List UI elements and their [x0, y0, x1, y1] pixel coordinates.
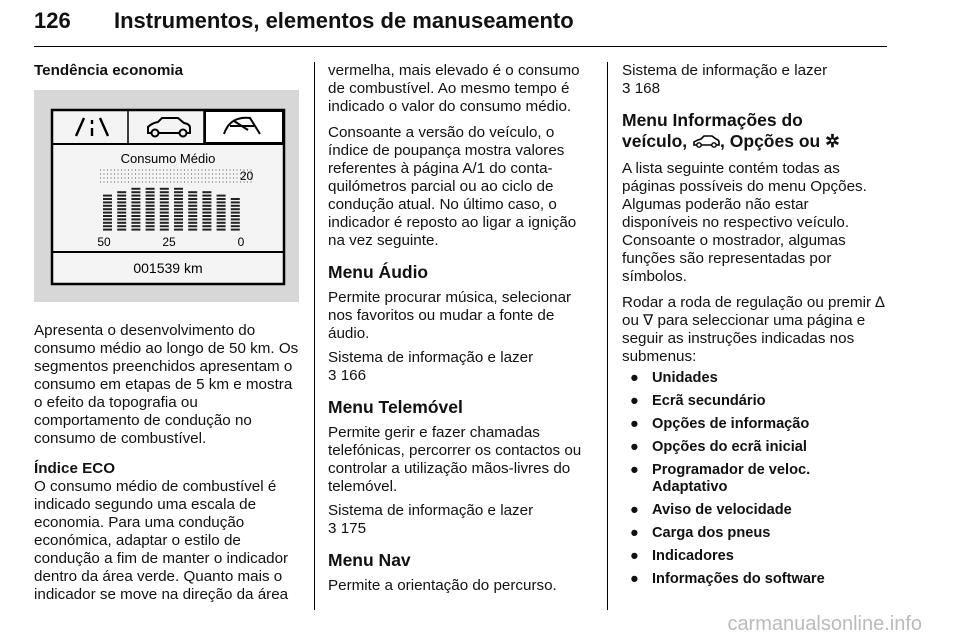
options-list: [622, 370, 887, 588]
cross-reference-text: Sistema de informação e lazer: [328, 502, 534, 519]
consumption-bar: [103, 195, 112, 231]
paragraph: Apresenta o desenvolvimento do consumo médio ao longo de 50 km. Os segmentos preenchidos apresentam o consumo em etapas de 5 km e mostra o efeito da topografia ou comportamento de condução no consumo de combustível.: [34, 322, 299, 447]
column-1: [34, 62, 299, 604]
page-title: Instrumentos, elementos de manuseamento: [114, 8, 574, 33]
axis-label-0: 0: [237, 235, 245, 249]
page-reference-icon: 3: [328, 520, 337, 537]
section-heading-audio-menu: Menu Áudio: [328, 262, 429, 282]
column-divider: [314, 62, 315, 610]
axis-top-label: 20: [240, 169, 254, 183]
odometer-value: 001539 km: [133, 260, 203, 276]
cross-reference-text: Sistema de informação e lazer: [328, 349, 534, 366]
list-item: ● Aviso de velocidade: [630, 502, 792, 518]
list-item: ● Unidades: [630, 370, 718, 386]
list-item: ● Opções do ecrã inicial: [630, 439, 807, 455]
watermark: carmanualsonline.info: [727, 613, 922, 635]
bullet-icon: ●: [630, 571, 639, 587]
column-2: [328, 62, 593, 595]
paragraph: Permite a orientação do percurso.: [328, 577, 557, 594]
cross-reference-text: Sistema de informação e lazer: [622, 62, 828, 79]
paragraph: Permite procurar música, selecionar nos favoritos ou mudar a fonte de áudio.: [328, 289, 572, 342]
section-heading-eco-trend: Tendência economia: [34, 62, 184, 79]
column-3: [622, 62, 887, 594]
page-reference-number: 175: [340, 520, 367, 537]
eco-trend-figure: [34, 90, 299, 302]
section-heading-phone-menu: Menu Telemóvel: [328, 397, 463, 417]
cross-reference[interactable]: [328, 367, 593, 385]
paragraph: Permite gerir e fazer chamadas telefónicas, percorrer os contactos ou controlar a utilização mãos-livres do telemóvel.: [328, 424, 582, 495]
list-item: ● Indicadores: [630, 548, 734, 564]
figure-title: Consumo Médio: [120, 151, 216, 166]
page-number: 126: [34, 8, 71, 33]
axis-label-50: 50: [97, 235, 111, 249]
list-item: ● Opções de informação: [630, 416, 810, 432]
section-heading-nav-menu: Menu Nav: [328, 550, 411, 570]
bullet-icon: ●: [630, 439, 639, 455]
consumption-bar: [217, 195, 226, 231]
bullet-icon: ●: [630, 416, 639, 432]
list-item: ● Programador de veloc. Adaptativo: [630, 462, 811, 495]
list-item: ● Ecrã secundário: [630, 393, 766, 409]
cross-reference[interactable]: [328, 520, 593, 538]
section-heading-eco-index: Índice ECO: [34, 460, 116, 477]
paragraph: O consumo médio de combustível é indicado segundo uma escala de economia. Para uma condução económica, adaptar o estilo de condução a fim de manter o indicador dentro da área verde. Quanto mais o indicador se move na direção da área: [34, 478, 289, 603]
section-heading-vehicle-info-menu: Menu Informações do veículo, , Opções ou ✲: [622, 110, 840, 151]
bullet-icon: ●: [630, 502, 639, 518]
car-icon: [692, 134, 720, 148]
bullet-icon: ●: [630, 370, 639, 386]
paragraph: Consoante a versão do veículo, o índice de poupança mostra valores referentes à página A/1 do conta-quilómetros parcial ou ao ciclo de condução atual. No último caso, o indicador é reposto ao ligar a ignição na vez seguinte.: [328, 124, 577, 249]
page-reference-number: 168: [634, 80, 661, 97]
axis-label-25: 25: [162, 235, 176, 249]
bullet-icon: ●: [630, 393, 639, 409]
paragraph: vermelha, mais elevado é o consumo de combustível. Ao mesmo tempo é indicado o valor do consumo médio.: [328, 62, 580, 115]
bullet-icon: ●: [630, 525, 639, 541]
column-divider: [607, 62, 608, 610]
paragraph: Rodar a roda de regulação ou premir ∆ ou ∇ para seleccionar uma página e seguir as instruções indicadas nos submenus:: [622, 294, 885, 365]
eco-trend-display: [34, 90, 299, 302]
page-reference-icon: 3: [328, 367, 337, 384]
cross-reference[interactable]: [622, 80, 887, 98]
bullet-icon: ●: [630, 548, 639, 564]
paragraph: A lista seguinte contém todas as páginas possíveis do menu Opções. Algumas poderão não estar disponíveis no respectivo veículo. Consoante o mostrador, algumas funções são representadas por símbolos.: [622, 160, 867, 285]
page-reference-number: 166: [340, 367, 367, 384]
list-item: ● Informações do software: [630, 571, 825, 587]
gear-icon: ✲: [825, 131, 840, 151]
page-reference-icon: 3: [622, 80, 631, 97]
bullet-icon: ●: [630, 462, 639, 478]
list-item: ● Carga dos pneus: [630, 525, 771, 541]
page-header: [34, 6, 887, 47]
